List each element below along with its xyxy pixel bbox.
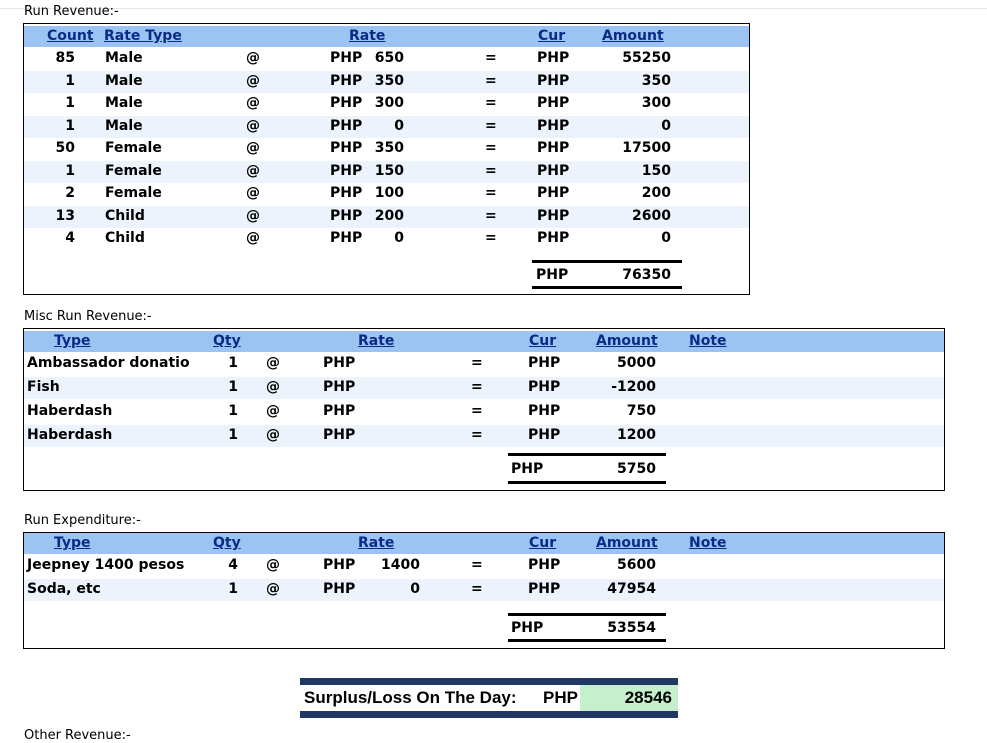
table-row [24, 93, 749, 115]
header-note[interactable]: Note [689, 333, 727, 349]
total-amount: 76350 [622, 267, 671, 283]
equals-symbol: = [485, 95, 497, 111]
at-symbol: @ [246, 185, 260, 201]
other-revenue-title: Other Revenue:- [24, 728, 131, 743]
rate-currency-cell: PHP [323, 355, 356, 371]
type-cell: Ambassador donatio [27, 355, 190, 371]
table-row [24, 377, 944, 399]
rate-type-cell: Male [105, 50, 143, 66]
at-symbol: @ [246, 50, 260, 66]
at-symbol: @ [266, 427, 280, 443]
expenditure-title: Run Expenditure:- [24, 513, 141, 528]
at-symbol: @ [246, 230, 260, 246]
equals-symbol: = [485, 162, 497, 179]
rate-type-cell: Female [105, 140, 162, 156]
header-cur[interactable]: Cur [538, 28, 566, 44]
amount-cell: 2600 [632, 207, 671, 224]
header-amount[interactable]: Amount [596, 535, 658, 551]
expenditure-table [23, 532, 945, 649]
total-cur: PHP [511, 461, 544, 477]
table-row [24, 579, 944, 601]
type-cell: Haberdash [27, 427, 113, 443]
qty-cell: 1 [228, 379, 238, 395]
amount-cell: 350 [641, 72, 671, 89]
currency-cell: PHP [537, 140, 570, 156]
rate-value-cell: 0 [410, 581, 420, 597]
total-amount: 5750 [617, 461, 656, 477]
at-symbol: @ [246, 207, 260, 224]
type-cell: Haberdash [27, 403, 113, 419]
equals-symbol: = [485, 230, 497, 246]
currency-cell: PHP [528, 355, 561, 371]
rate-type-cell: Female [105, 162, 162, 179]
rate-value-cell: 1400 [381, 557, 420, 573]
run-revenue-table [23, 23, 750, 295]
amount-cell: 5000 [617, 355, 656, 371]
rate-currency-cell: PHP [330, 72, 363, 89]
at-symbol: @ [266, 355, 280, 371]
rate-value-cell: 300 [374, 95, 404, 111]
count-cell: 1 [65, 162, 75, 179]
currency-cell: PHP [537, 185, 570, 201]
rate-type-cell: Child [105, 207, 145, 224]
rate-value-cell: 200 [374, 207, 404, 224]
expenditure-header [24, 533, 944, 554]
rate-value-cell: 0 [394, 230, 404, 246]
qty-cell: 1 [228, 581, 238, 597]
qty-cell: 1 [228, 427, 238, 443]
table-row [24, 353, 944, 375]
rate-value-cell: 150 [374, 162, 404, 179]
equals-symbol: = [471, 379, 483, 395]
equals-symbol: = [471, 427, 483, 443]
equals-symbol: = [485, 140, 497, 156]
amount-cell: -1200 [611, 379, 656, 395]
rate-currency-cell: PHP [323, 403, 356, 419]
rate-type-cell: Male [105, 95, 143, 111]
surplus-loss-box [300, 678, 678, 718]
header-rate-type[interactable]: Rate Type [104, 28, 182, 44]
top-divider [0, 8, 987, 9]
rate-currency-cell: PHP [330, 185, 363, 201]
table-row [24, 401, 944, 423]
run-revenue-header [24, 26, 749, 47]
currency-cell: PHP [528, 557, 561, 573]
surplus-amount: 28546 [624, 688, 672, 707]
table-row [24, 228, 749, 250]
total-line-bottom [532, 286, 682, 289]
total-line-top [532, 260, 682, 263]
amount-cell: 0 [661, 230, 671, 246]
equals-symbol: = [471, 355, 483, 371]
amount-cell: 5600 [617, 557, 656, 573]
header-rate[interactable]: Rate [358, 333, 395, 349]
misc-revenue-header [24, 331, 944, 352]
at-symbol: @ [246, 95, 260, 111]
total-line-top [508, 613, 666, 616]
rate-currency-cell: PHP [330, 230, 363, 246]
currency-cell: PHP [537, 207, 570, 224]
table-row [24, 116, 749, 138]
type-cell: Soda, etc [27, 581, 101, 597]
at-symbol: @ [246, 162, 260, 179]
rate-currency-cell: PHP [323, 581, 356, 597]
header-type[interactable]: Type [54, 333, 91, 349]
amount-cell: 47954 [607, 581, 656, 597]
rate-currency-cell: PHP [330, 162, 363, 179]
header-cur[interactable]: Cur [529, 535, 557, 551]
qty-cell: 1 [228, 355, 238, 371]
run-revenue-title: Run Revenue:- [24, 4, 119, 19]
qty-cell: 4 [228, 557, 238, 573]
header-amount[interactable]: Amount [602, 28, 664, 44]
rate-value-cell: 100 [374, 185, 404, 201]
header-cur[interactable]: Cur [529, 333, 557, 349]
equals-symbol: = [485, 72, 497, 89]
header-amount[interactable]: Amount [596, 333, 658, 349]
total-line-top [508, 453, 666, 456]
amount-cell: 55250 [622, 50, 671, 66]
amount-cell: 1200 [617, 427, 656, 443]
rate-type-cell: Child [105, 230, 145, 246]
equals-symbol: = [471, 403, 483, 419]
surplus-currency: PHP [543, 688, 578, 707]
equals-symbol: = [485, 117, 497, 134]
qty-cell: 1 [228, 403, 238, 419]
rate-type-cell: Male [105, 117, 143, 134]
total-cur: PHP [536, 267, 569, 283]
at-symbol: @ [246, 140, 260, 156]
count-cell: 50 [55, 140, 75, 156]
amount-cell: 0 [661, 117, 671, 134]
rate-currency-cell: PHP [323, 379, 356, 395]
header-qty[interactable]: Qty [213, 333, 241, 349]
currency-cell: PHP [528, 403, 561, 419]
table-row [24, 555, 944, 577]
header-type[interactable]: Type [54, 535, 91, 551]
count-cell: 1 [65, 72, 75, 89]
count-cell: 85 [55, 50, 75, 66]
rate-value-cell: 350 [374, 72, 404, 89]
equals-symbol: = [485, 185, 497, 201]
total-amount: 53554 [607, 620, 656, 636]
amount-cell: 300 [641, 95, 671, 111]
at-symbol: @ [266, 557, 280, 573]
table-row [24, 48, 749, 70]
rate-type-cell: Female [105, 185, 162, 201]
equals-symbol: = [485, 207, 497, 224]
currency-cell: PHP [537, 72, 570, 89]
currency-cell: PHP [528, 427, 561, 443]
count-cell: 1 [65, 95, 75, 111]
currency-cell: PHP [528, 581, 561, 597]
currency-cell: PHP [537, 50, 570, 66]
equals-symbol: = [471, 557, 483, 573]
at-symbol: @ [246, 117, 260, 134]
rate-currency-cell: PHP [330, 50, 363, 66]
rate-currency-cell: PHP [330, 140, 363, 156]
rate-value-cell: 0 [394, 117, 404, 134]
rate-currency-cell: PHP [330, 117, 363, 134]
misc-revenue-title: Misc Run Revenue:- [24, 309, 152, 324]
header-rate[interactable]: Rate [358, 535, 395, 551]
currency-cell: PHP [537, 230, 570, 246]
rate-currency-cell: PHP [330, 95, 363, 111]
count-cell: 4 [65, 230, 75, 246]
equals-symbol: = [485, 50, 497, 66]
at-symbol: @ [246, 72, 260, 89]
rate-value-cell: 350 [374, 140, 404, 156]
at-symbol: @ [266, 379, 280, 395]
type-cell: Jeepney 1400 pesos [27, 557, 185, 573]
table-row [24, 206, 749, 228]
rate-value-cell: 650 [374, 50, 404, 66]
rate-type-cell: Male [105, 72, 143, 89]
amount-cell: 150 [641, 162, 671, 179]
table-row [24, 138, 749, 160]
total-cur: PHP [511, 620, 544, 636]
rate-currency-cell: PHP [330, 207, 363, 224]
total-line-bottom [508, 639, 666, 642]
currency-cell: PHP [537, 117, 570, 134]
table-row [24, 183, 749, 205]
currency-cell: PHP [537, 162, 570, 179]
table-row [24, 425, 944, 447]
header-note[interactable]: Note [689, 535, 727, 551]
equals-symbol: = [471, 581, 483, 597]
surplus-value-cell[interactable] [580, 685, 678, 711]
count-cell: 13 [55, 207, 75, 224]
table-row [24, 161, 749, 183]
rate-currency-cell: PHP [323, 427, 356, 443]
count-cell: 2 [65, 185, 75, 201]
at-symbol: @ [266, 403, 280, 419]
header-count[interactable]: Count [47, 28, 94, 44]
misc-revenue-table [23, 328, 945, 491]
surplus-label: Surplus/Loss On The Day: [304, 688, 517, 707]
header-qty[interactable]: Qty [213, 535, 241, 551]
amount-cell: 750 [626, 403, 656, 419]
header-rate[interactable]: Rate [349, 28, 386, 44]
type-cell: Fish [27, 379, 60, 395]
at-symbol: @ [266, 581, 280, 597]
amount-cell: 17500 [622, 140, 671, 156]
count-cell: 1 [65, 117, 75, 134]
rate-currency-cell: PHP [323, 557, 356, 573]
amount-cell: 200 [641, 185, 671, 201]
total-line-bottom [508, 481, 666, 484]
currency-cell: PHP [528, 379, 561, 395]
currency-cell: PHP [537, 95, 570, 111]
table-row [24, 71, 749, 93]
